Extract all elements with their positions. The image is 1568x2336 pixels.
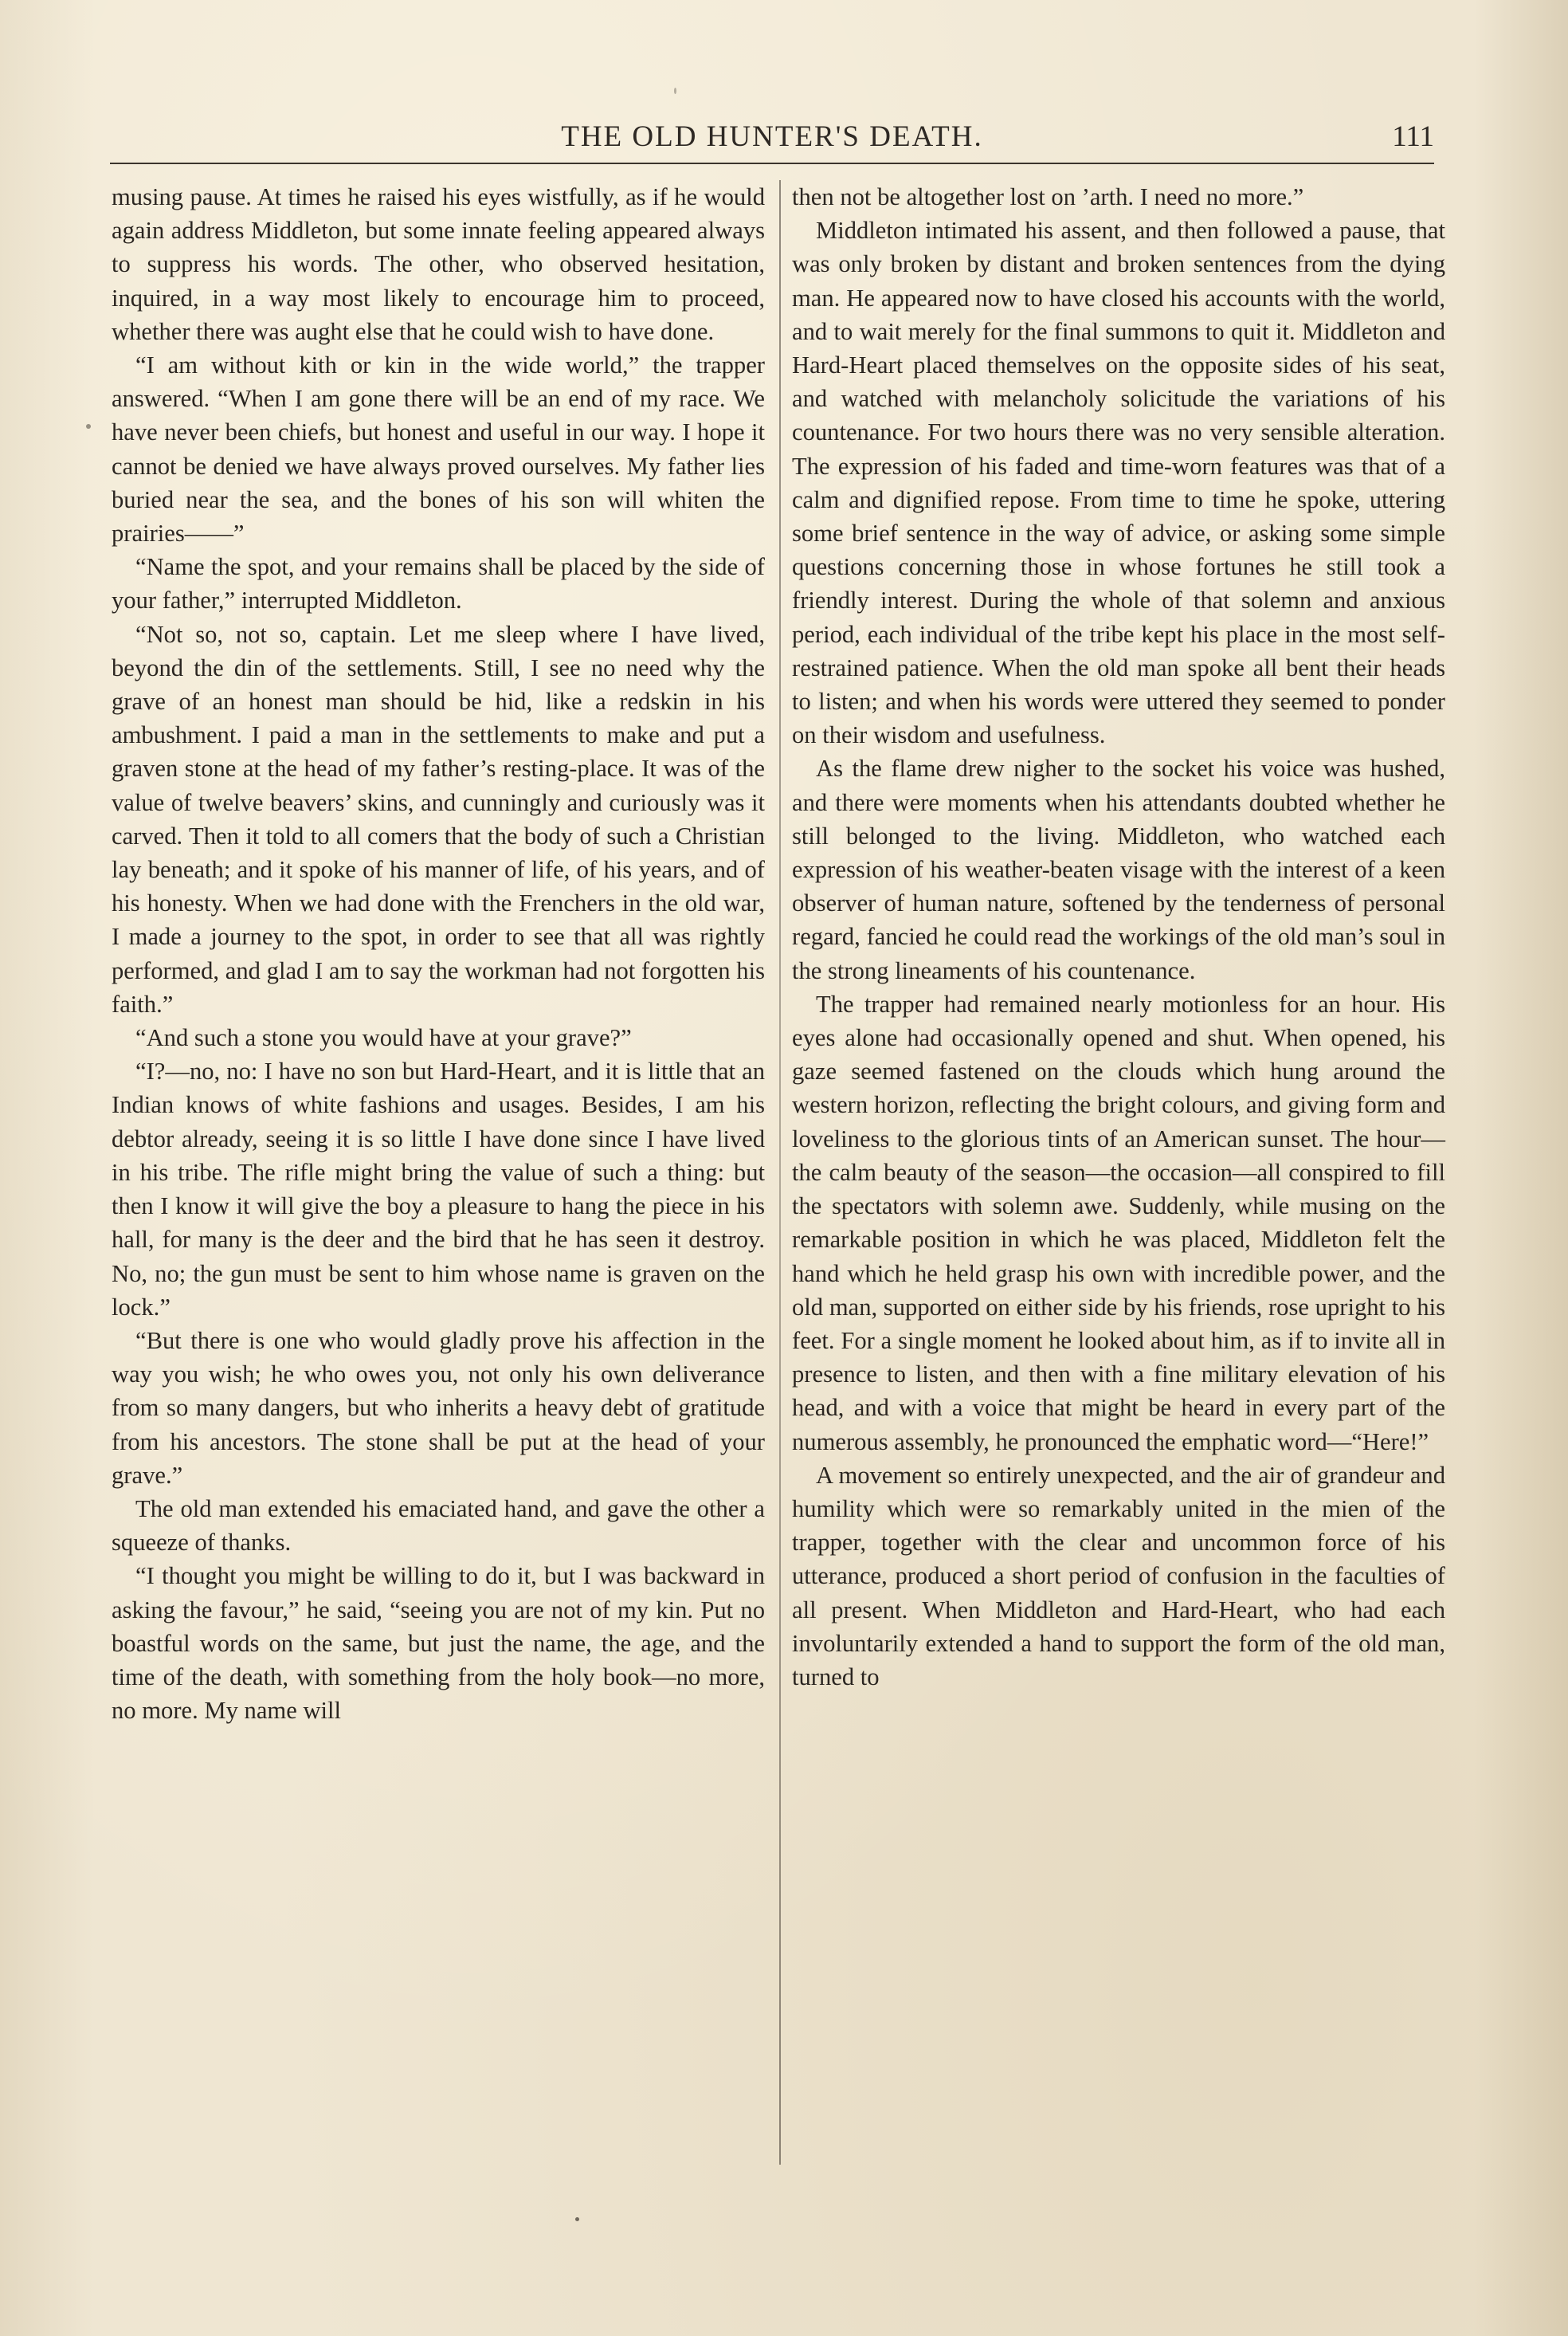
right-column	[792, 180, 1445, 1694]
paragraph: A movement so entirely unexpected, and the air of grandeur and humility which were so remarkably united in the mien of the trapper, together with the clear and uncommon force of his utterance, produced a short period of confusion in the faculties of all present. When Middleton and Hard-Heart, who had each involuntarily extended a hand to support the form of the old man, turned to	[792, 1461, 1445, 1690]
ink-speck	[86, 424, 91, 429]
paragraph: then not be altogether lost on ’arth. I need no more.”	[792, 183, 1304, 210]
paragraph: “I thought you might be willing to do it, but I was backward in asking the favour,” he said, “seeing you are not of my kin. Put no boastful words on the same, but just the name, the age, and the time of the death, with something from the holy book—no more, no more. My name will	[112, 1562, 765, 1725]
paragraph: “Not so, not so, captain. Let me sleep where I have lived, beyond the din of the settlements. Still, I see no need why the grave of an honest man should be hid, like a redskin in his ambushment. I paid a man in the settlements to make and put a graven stone at the head of my father’s resting-place. It was of the value of twelve beavers’ skins, and cunningly and curiously was it carved. Then it told to all comers that the body of such a Christian lay beneath; and it spoke of his manner of life, of his years, and of his honesty. When we had done with the Frenchers in the old war, I made a journey to the spot, in order to see that all was rightly performed, and glad I am to say the workman had not forgotten his faith.”	[112, 620, 765, 1018]
paragraph: “I?—no, no: I have no son but Hard-Heart, and it is little that an Indian knows of white fashions and usages. Besides, I am his debtor already, seeing it is so little I have done since I have lived in his tribe. The rifle might bring the value of such a thing: but then I know it will give the boy a pleasure to hang the piece in his hall, for many is the deer and the bird that he has seen it destroy. No, no; the gun must be sent to him whose name is graven on the lock.”	[112, 1058, 765, 1321]
paragraph: “I am without kith or kin in the wide world,” the trapper answered. “When I am gone there will be an end of my race. We have never been chiefs, but honest and useful in our way. I hope it cannot be denied we have always proved ourselves. My father lies buried near the sea, and the bones of his son will whiten the prairies——”	[112, 351, 765, 548]
left-column	[112, 180, 765, 1727]
paragraph: The old man extended his emaciated hand, and gave the other a squeeze of thanks.	[112, 1494, 765, 1557]
header-rule	[110, 163, 1434, 164]
paragraph: “And such a stone you would have at your grave?”	[135, 1024, 632, 1052]
paragraph: The trapper had remained nearly motionless for an hour. His eyes alone had occasionally opened and shut. When opened, his gaze seemed fastened on the clouds which hung around the western horizon, reflecting the bright colours, and giving form and loveliness to the glorious tints of an American sunset. The hour—the calm beauty of the season—the occasion—all conspired to fill the spectators with solemn awe. Suddenly, while musing on the remarkable position in which he was placed, Middleton felt the hand which he held grasp his own with incredible power, and the old man, supported on either side by his friends, rose upright to his feet. For a single moment he looked about him, as if to invite all in presence to listen, and then with a fine military elevation of his head, and with a voice that might be heard in every part of the numerous assembly, he pronounced the emphatic word—“Here!”	[792, 990, 1445, 1455]
ink-speck	[674, 88, 676, 94]
column-divider	[779, 180, 781, 2165]
paragraph: As the flame drew nigher to the socket his voice was hushed, and there were moments when his attendants doubted whether he still belonged to the living. Middleton, who watched each expression of his weather-beaten visage with the interest of a keen observer of human nature, softened by the tenderness of personal regard, fancied he could read the workings of the old man’s soul in the strong lineaments of his countenance.	[792, 755, 1445, 984]
ink-speck	[575, 2217, 579, 2221]
paragraph: musing pause. At times he raised his eyes wistfully, as if he would again address Middleton, but some innate feeling appeared always to suppress his words. The other, who observed hesitation, inquired, in a way most likely to encourage him to proceed, whether there was aught else that he could wish to have done.	[112, 183, 765, 345]
running-title: THE OLD HUNTER'S DEATH.	[561, 120, 983, 153]
running-head	[110, 120, 1434, 164]
paragraph: Middleton intimated his assent, and then followed a pause, that was only broken by distant and broken sentences from the dying man. He appeared now to have closed his accounts with the world, and to wait merely for the final summons to quit it. Middleton and Hard-Heart placed themselves on the opposite sides of his seat, and watched with melancholy solicitude the variations of his countenance. For two hours there was no very sensible alteration. The expression of his faded and time-worn features was that of a calm and dignified repose. From time to time he spoke, uttering some brief sentence in the way of advice, or asking some simple questions concerning those in whose fortunes he still took a friendly interest. During the whole of that solemn and anxious period, each individual of the tribe kept his place in the most self-restrained patience. When the old man spoke all bent their heads to listen; and when his words were uttered they seemed to ponder on their wisdom and usefulness.	[792, 217, 1445, 749]
paragraph: “But there is one who would gladly prove his affection in the way you wish; he who owes you, not only his own deliverance from so many dangers, but who inherits a heavy debt of gratitude from his ancestors. The stone shall be put at the head of your grave.”	[112, 1326, 765, 1489]
page-number: 111	[1392, 120, 1434, 153]
paragraph: “Name the spot, and your remains shall be placed by the side of your father,” interrupted Middleton.	[112, 553, 765, 614]
